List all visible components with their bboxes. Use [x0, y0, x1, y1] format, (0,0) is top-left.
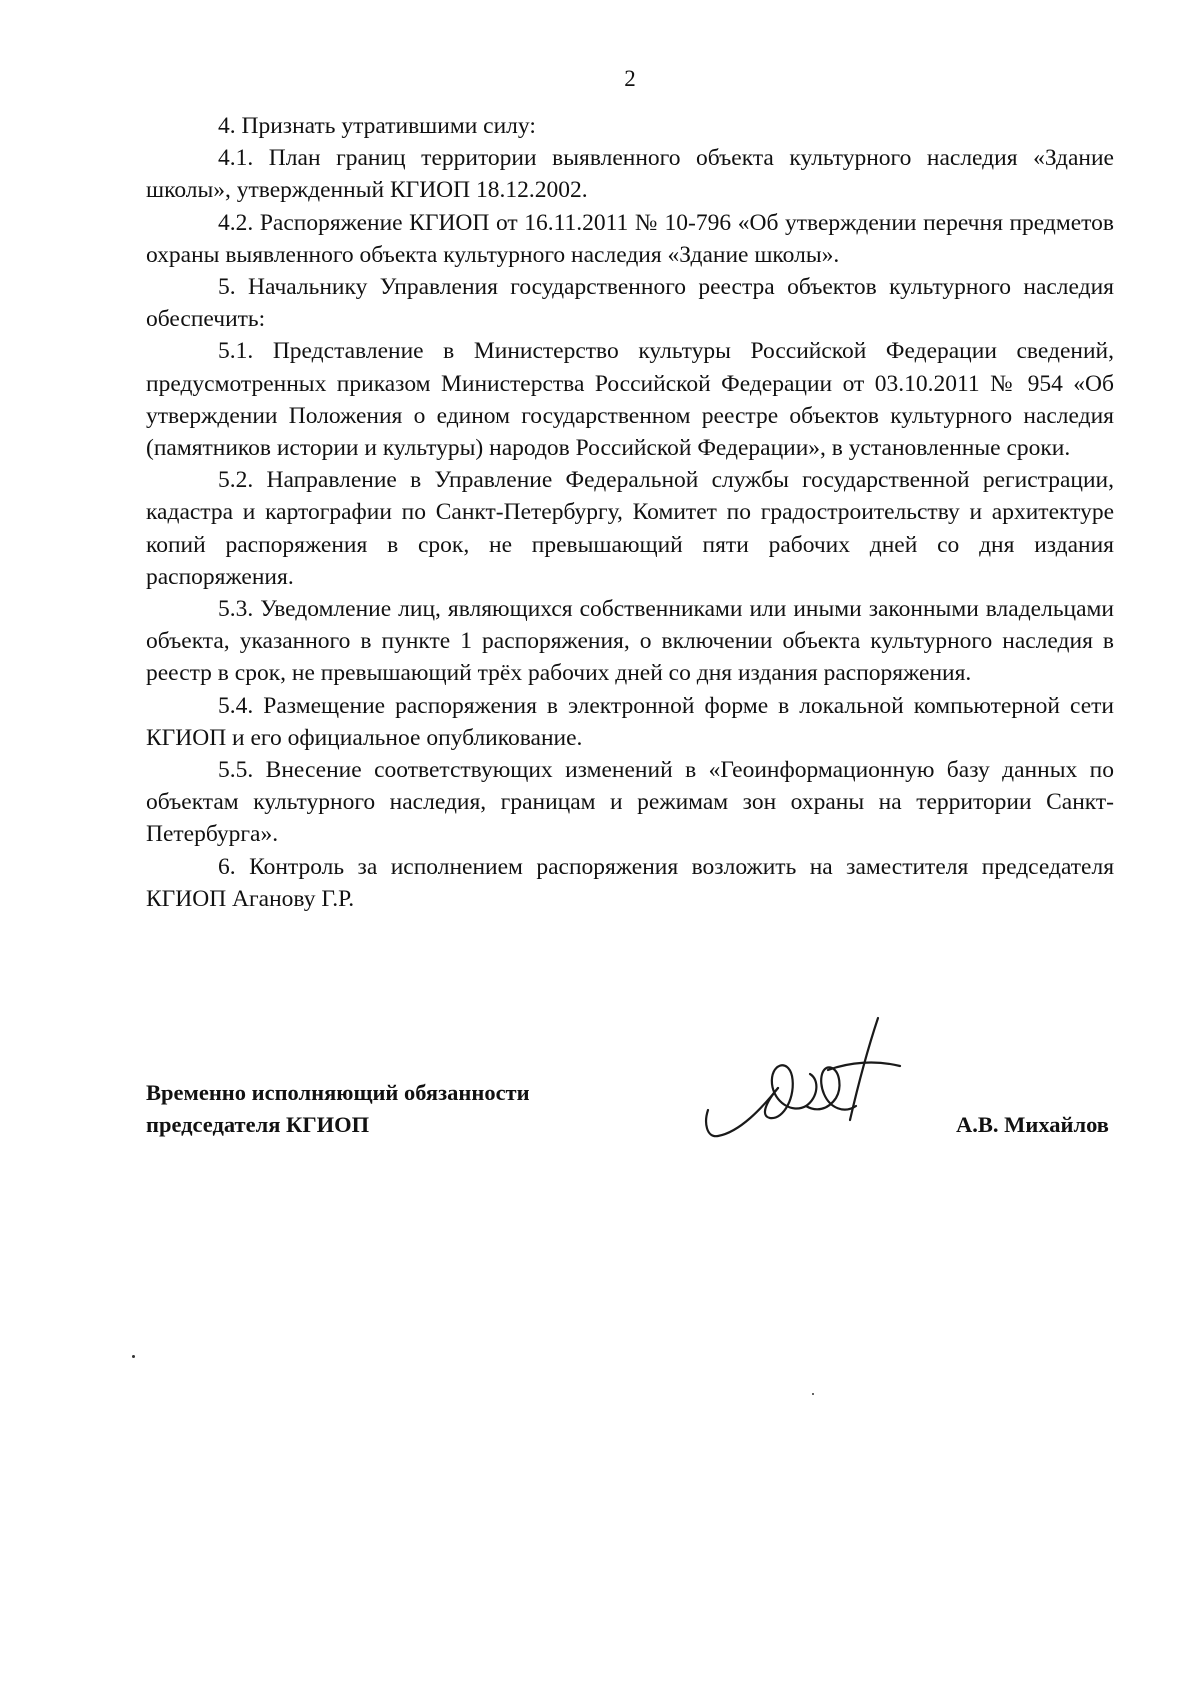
paragraph-4: 4. Признать утратившими силу:: [218, 113, 536, 139]
paragraph-5-2: 5.2. Направление в Управление Федеральной службы государственной регистрации, кадастра и картографии по Санкт-Петербургу, Комитет по градостроительству и архитектуре копий распоряжения в срок, не превышающий пяти рабочих дней со дня издания распоряжения.: [146, 467, 1114, 590]
scan-speck: [812, 1393, 814, 1395]
paragraph-5-4: 5.4. Размещение распоряжения в электронной форме в локальной компьютерной сети КГИОП и его официальное опубликование.: [146, 692, 1114, 751]
signatory-position-line2: председателя КГИОП: [146, 1112, 370, 1137]
paragraph-5-5: 5.5. Внесение соответствующих изменений в «Геоинформационную базу данных по объектам культурного наследия, границам и режимам зон охраны на территории Санкт-Петербурга».: [146, 757, 1114, 848]
page-number: 2: [624, 66, 636, 91]
paragraph-4-2: 4.2. Распоряжение КГИОП от 16.11.2011 № 10-796 «Об утверждении перечня предметов охраны выявленного объекта культурного наследия «Здание школы».: [146, 209, 1114, 268]
paragraph-4-1: 4.1. План границ территории выявленного объекта культурного наследия «Здание школы», утвержденный КГИОП 18.12.2002.: [146, 145, 1114, 204]
signatory-position: [146, 1077, 530, 1141]
signatory-position-line1: Временно исполняющий обязанности: [146, 1080, 530, 1105]
signatory-name: А.В. Михайлов: [956, 1112, 1109, 1137]
scan-speck: [132, 1355, 135, 1358]
paragraph-6: 6. Контроль за исполнением распоряжения возложить на заместителя председателя КГИОП Аганову Г.Р.: [146, 853, 1114, 912]
paragraph-5-3: 5.3. Уведомление лиц, являющихся собственниками или иными законными владельцами объекта, указанного в пункте 1 распоряжения, о включении объекта культурного наследия в реестр в срок, не превышающий трёх рабочих дней со дня издания распоряжения.: [146, 596, 1114, 687]
paragraph-5-1: 5.1. Представление в Министерство культуры Российской Федерации сведений, предусмотренных приказом Министерства Российской Федерации от 03.10.2011 № 954 «Об утверждении Положения о едином государственном реестре объектов культурного наследия (памятников истории и культуры) народов Российской Федерации», в установленные сроки.: [146, 338, 1114, 462]
handwritten-signature: [700, 1010, 910, 1145]
paragraph-5: 5. Начальнику Управления государственного реестра объектов культурного наследия обеспечить:: [146, 274, 1114, 333]
document-body: [146, 110, 1114, 915]
